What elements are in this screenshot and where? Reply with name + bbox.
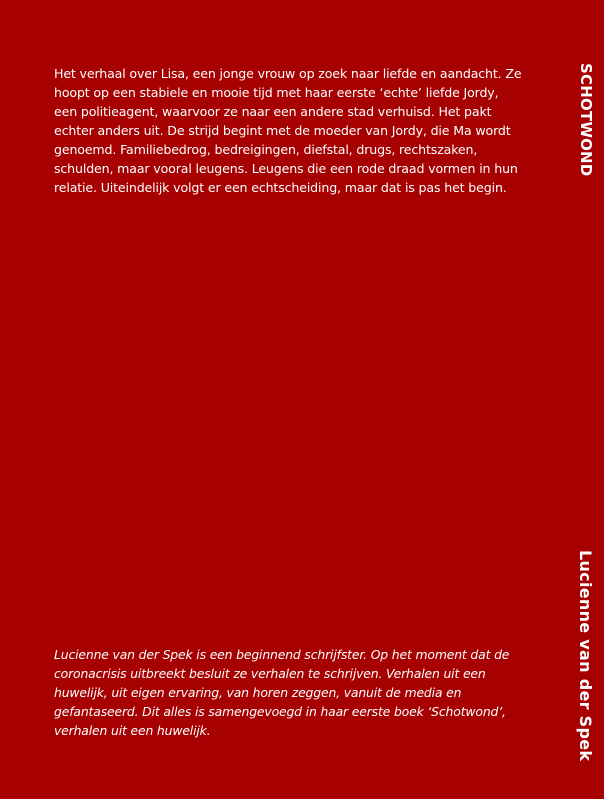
spine-author: Lucienne van der Spek: [576, 550, 595, 762]
spine-title: SCHOTWOND: [577, 63, 595, 177]
author-bio: Lucienne van der Spek is een beginnend schrijfster. Op het moment dat de coronacrisis uitbreekt besluit ze verhalen te schrijven. Verhalen uit een huwelijk, uit eigen ervaring, van horen zeggen, vanuit de media en gefantaseerd. Dit alles is samengevoegd in haar eerste boek ‘Schotwond’, verhalen uit een huwelijk.: [54, 647, 510, 738]
story-blurb: Het verhaal over Lisa, een jonge vrouw op zoek naar liefde en aandacht. Ze hoopt op een stabiele en mooie tijd met haar eerste ‘echte’ liefde Jordy, een politieagent, waarvoor ze naar een andere stad verhuisd. Het pakt echter anders uit. De strijd begint met de moeder van Jordy, die Ma wordt genoemd. Familiebedrog, bedreigingen, diefstal, drugs, rechtszaken, schulden, maar vooral leugens. Leugens die een rode draad vormen in hun relatie. Uiteindelijk volgt er een echtscheiding, maar dat is pas het begin.: [54, 66, 522, 195]
